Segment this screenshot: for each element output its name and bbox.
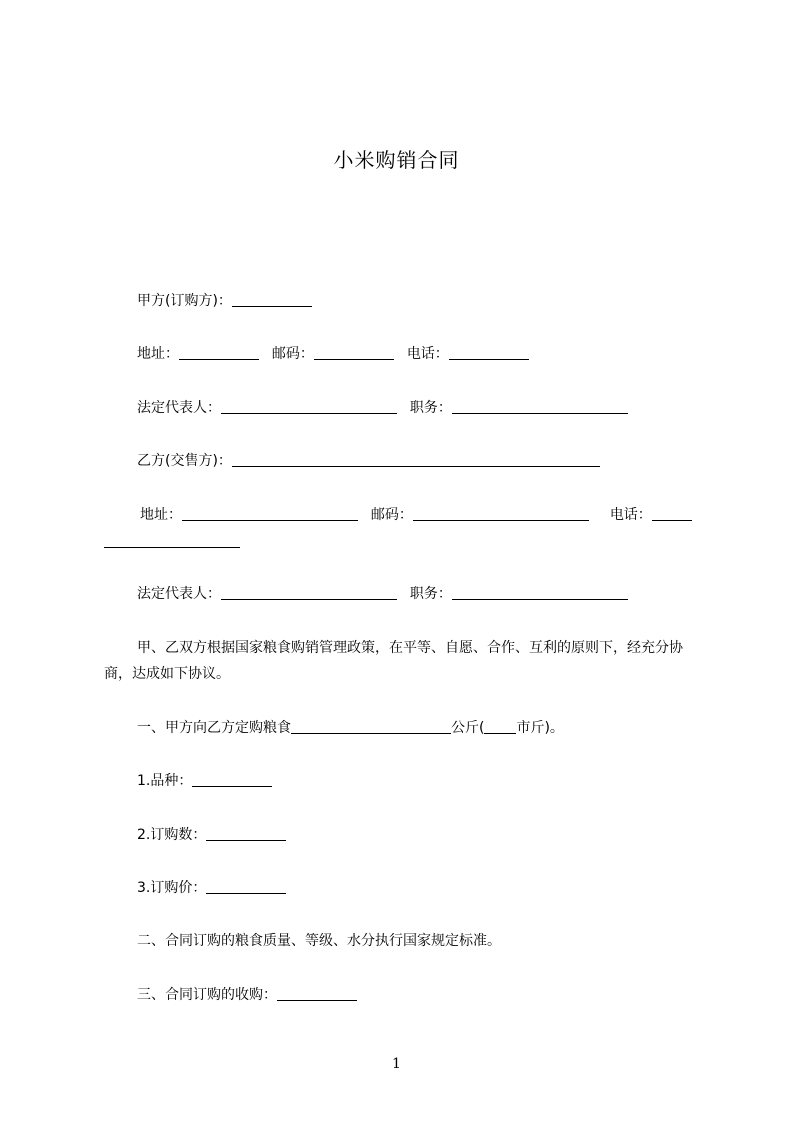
- item-variety-line: [137, 771, 272, 791]
- party-a-address-blank[interactable]: [179, 345, 259, 360]
- item-price-label: 3.订购价：: [137, 880, 207, 896]
- party-a-line: [137, 291, 312, 311]
- item-price-line: [137, 878, 286, 898]
- party-b-postcode-blank[interactable]: [413, 506, 589, 521]
- party-b-name-blank[interactable]: [232, 452, 600, 467]
- party-b-rep-line: [137, 584, 628, 604]
- party-b-contact-line: [140, 505, 692, 525]
- party-a-position-label: 职务：: [409, 400, 452, 416]
- clause-1-prefix: 一、甲方向乙方定购粮食: [137, 720, 291, 736]
- party-b-legal-rep-label: 法定代表人：: [137, 586, 221, 602]
- party-b-position-label: 职务：: [409, 586, 452, 602]
- party-a-contact-line: [137, 344, 529, 364]
- party-b-position-blank[interactable]: [452, 585, 628, 600]
- intro-paragraph: 甲、乙双方根据国家粮食购销管理政策，在平等、自愿、合作、互利的原则下，经充分协商，达成如下协议。: [104, 640, 683, 682]
- party-a-legal-rep-label: 法定代表人：: [137, 400, 221, 416]
- party-a-rep-line: [137, 398, 628, 418]
- clause-1-kg-blank[interactable]: [291, 719, 451, 734]
- document-title: 小米购销合同: [333, 148, 460, 172]
- party-b-label: 乙方(交售方)：: [137, 453, 232, 469]
- item-quantity-line: [137, 825, 286, 845]
- party-a-position-blank[interactable]: [452, 399, 628, 414]
- clause-1-jin-blank[interactable]: [484, 719, 516, 734]
- party-b-line: [137, 451, 600, 471]
- party-a-name-blank[interactable]: [232, 292, 312, 307]
- clause-2-line: 二、合同订购的粮食质量、等级、水分执行国家规定标准。: [137, 933, 501, 949]
- clause-1-line: [137, 718, 564, 738]
- party-a-phone-blank[interactable]: [449, 345, 529, 360]
- party-b-legal-rep-blank[interactable]: [221, 585, 397, 600]
- clause-3-line: [137, 985, 357, 1005]
- item-variety-blank[interactable]: [192, 772, 272, 787]
- clause-3-blank[interactable]: [277, 986, 357, 1001]
- party-b-phone-continuation: [104, 532, 240, 552]
- clause-1-unit: 公斤(: [451, 720, 485, 736]
- party-a-label: 甲方(订购方)：: [137, 293, 232, 309]
- party-a-legal-rep-blank[interactable]: [221, 399, 397, 414]
- party-b-address-label: 地址：: [140, 507, 182, 523]
- party-a-postcode-blank[interactable]: [314, 345, 394, 360]
- party-b-address-blank[interactable]: [182, 506, 358, 521]
- party-a-address-label: 地址：: [137, 346, 179, 362]
- page-number: 1: [392, 1056, 401, 1072]
- item-quantity-label: 2.订购数：: [137, 827, 207, 843]
- clause-1-unit-end: 市斤)。: [516, 720, 564, 736]
- party-b-phone-blank[interactable]: [652, 506, 692, 521]
- clause-3-label: 三、合同订购的收购：: [137, 987, 277, 1003]
- party-b-postcode-label: 邮码：: [370, 507, 413, 523]
- party-a-phone-label: 电话：: [406, 346, 449, 362]
- item-variety-label: 1.品种：: [137, 773, 193, 789]
- party-b-phone-label: 电话：: [609, 507, 652, 523]
- item-price-blank[interactable]: [206, 879, 286, 894]
- party-a-postcode-label: 邮码：: [271, 346, 314, 362]
- item-quantity-blank[interactable]: [206, 826, 286, 841]
- party-b-phone-blank-continued[interactable]: [104, 533, 240, 548]
